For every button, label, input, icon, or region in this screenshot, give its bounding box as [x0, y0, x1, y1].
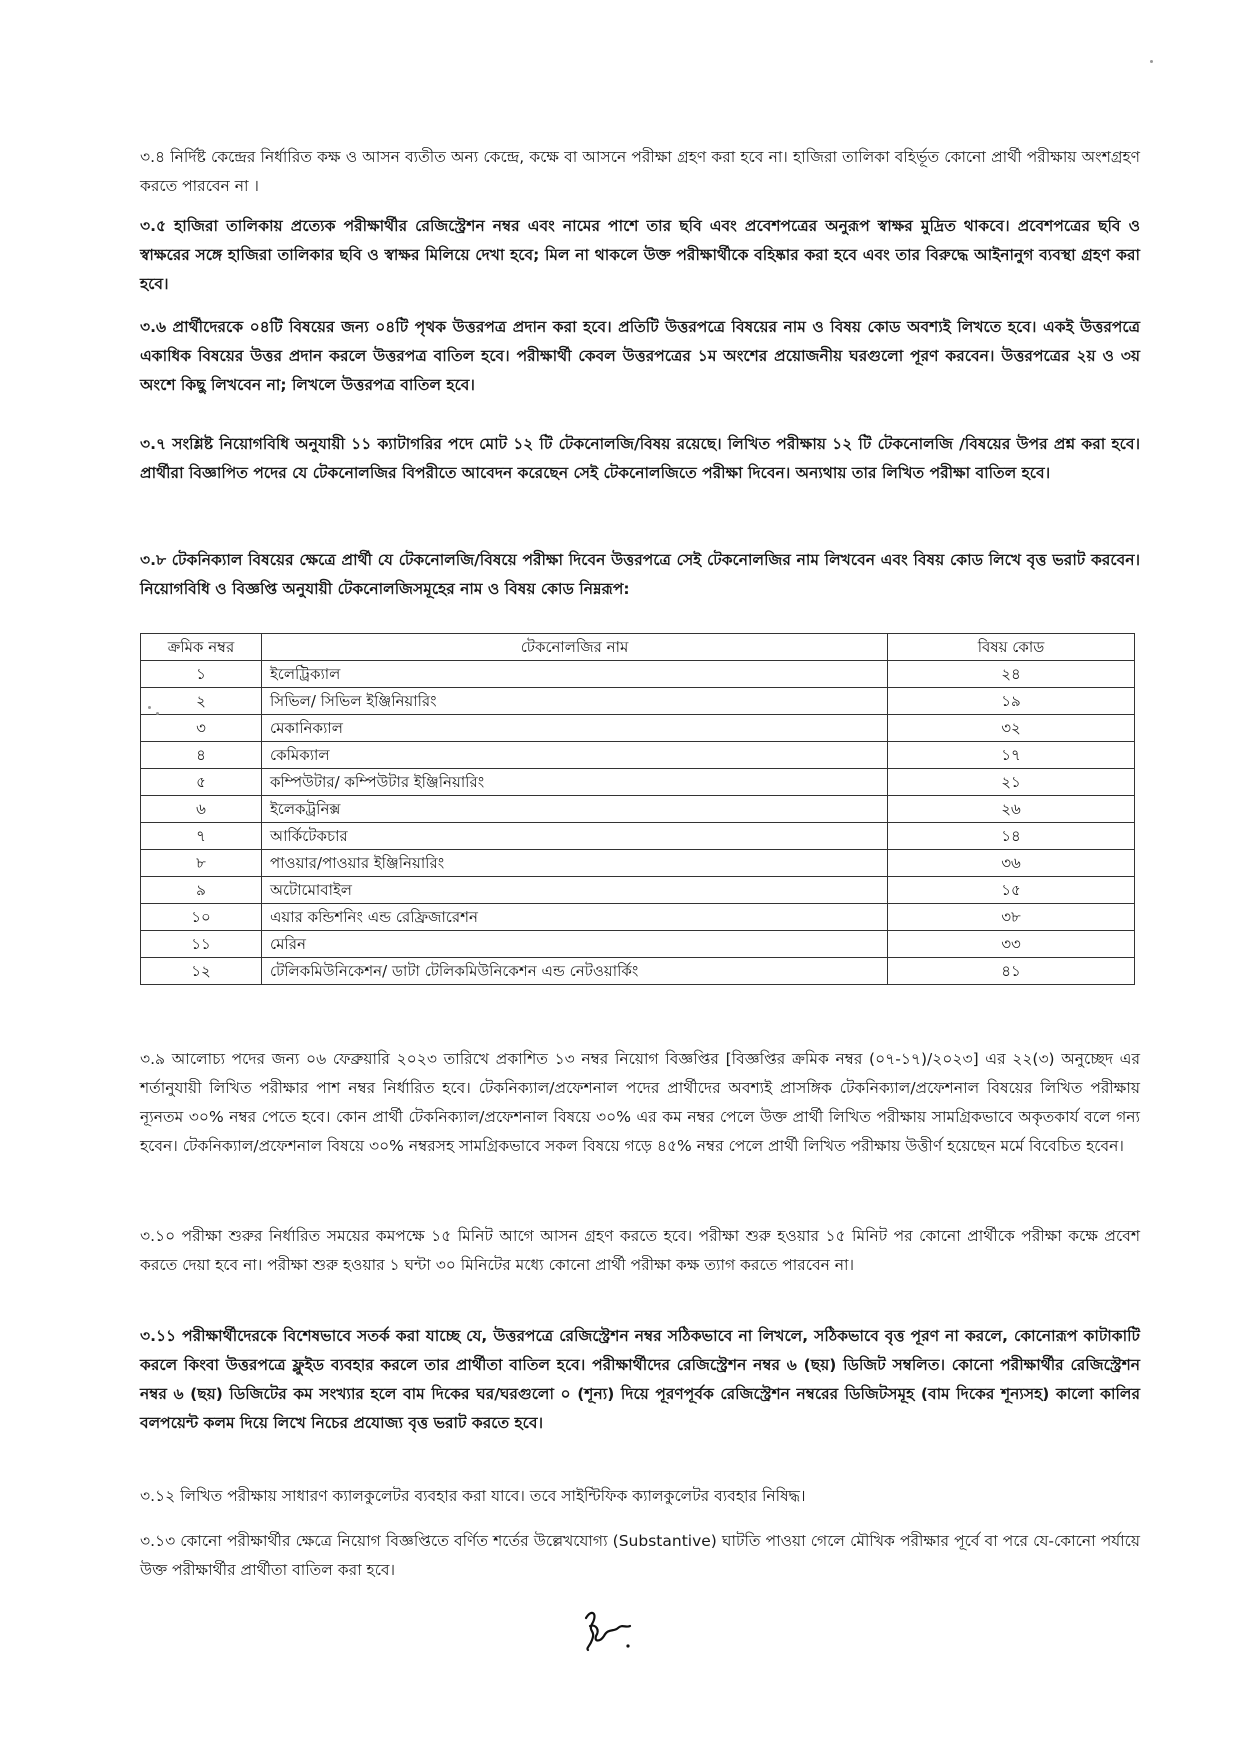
table-row — [141, 850, 1135, 877]
cell-subject-code: ২১ — [888, 769, 1135, 796]
paragraph-3-13: ৩.১৩ কোনো পরীক্ষার্থীর ক্ষেত্রে নিয়োগ বিজ্ঞপ্তিতে বর্ণিত শর্তের উল্লেখযোগ্য (Substantive) ঘাটতি পাওয়া গেলে মৌখিক পরীক্ষার পূর্বে বা পরে যে-কোনো পর্যায়ে উক্ত পরীক্ষার্থীর প্রার্থীতা বাতিল করা হবে। — [140, 1532, 1140, 1579]
cell-technology-name: মেকানিক্যাল — [262, 715, 888, 742]
cell-technology-name: কেমিক্যাল — [262, 742, 888, 769]
paragraph-3-10: ৩.১০ পরীক্ষা শুরুর নির্ধারিত সময়ের কমপক্ষে ১৫ মিনিট আগে আসন গ্রহণ করতে হবে। পরীক্ষা শুরু হওয়ার ১৫ মিনিট পর কোনো প্রার্থীকে পরীক্ষা কক্ষে প্রবেশ করতে দেয়া হবে না। পরীক্ষা শুরু হওয়ার ১ ঘন্টা ৩০ মিনিটের মধ্যে কোনো প্রার্থী পরীক্ষা কক্ষ ত্যাগ করতে পারবেন না। — [140, 1227, 1140, 1274]
cell-subject-code: ৩২ — [888, 715, 1135, 742]
header-serial: ক্রমিক নম্বর — [141, 634, 262, 661]
paragraph-3-5: ৩.৫ হাজিরা তালিকায় প্রত্যেক পরীক্ষার্থীর রেজিস্ট্রেশন নম্বর এবং নামের পাশে তার ছবি এবং প্রবেশপত্রের অনুরূপ স্বাক্ষর মুদ্রিত থাকবে। প্রবেশপত্রের ছবি ও স্বাক্ষরের সঙ্গে হাজিরা তালিকার ছবি ও স্বাক্ষর মিলিয়ে দেখা হবে; মিল না থাকলে উক্ত পরীক্ষার্থীকে বহিষ্কার করা হবে এবং তার বিরুদ্ধে আইনানুগ ব্যবস্থা গ্রহণ করা হবে। — [140, 217, 1140, 293]
table-header-row — [141, 634, 1135, 661]
paragraph-3-8: ৩.৮ টেকনিক্যাল বিষয়ের ক্ষেত্রে প্রার্থী যে টেকনোলজি/বিষয়ে পরীক্ষা দিবেন উত্তরপত্রে সেই টেকনোলজির নাম লিখবেন এবং বিষয় কোড লিখে বৃত্ত ভরাট করবেন। নিয়োগবিধি ও বিজ্ঞপ্তি অনুযায়ী টেকনোলজিসমূহের নাম ও বিষয় কোড নিম্নরূপ: — [140, 551, 1140, 598]
table-row — [141, 688, 1135, 715]
cell-technology-name: কম্পিউটার/ কম্পিউটার ইঞ্জিনিয়ারিং — [262, 769, 888, 796]
cell-serial: ৯ — [141, 877, 262, 904]
table-row — [141, 715, 1135, 742]
paragraph-3-11: ৩.১১ পরীক্ষার্থীদেরকে বিশেষভাবে সতর্ক করা যাচ্ছে যে, উত্তরপত্রে রেজিস্ট্রেশন নম্বর সঠিকভাবে না লিখলে, সঠিকভাবে বৃত্ত পূরণ না করলে, কোনোরূপ কাটাকাটি করলে কিংবা উত্তরপত্রে ফ্লুইড ব্যবহার করলে তার প্রার্থীতা বাতিল হবে। পরীক্ষার্থীদের রেজিস্ট্রেশন নম্বর ৬ (ছয়) ডিজিট সম্বলিত। কোনো পরীক্ষার্থীর রেজিস্ট্রেশন নম্বর ৬ (ছয়) ডিজিটের কম সংখ্যার হলে বাম দিকের ঘর/ঘরগুলো ০ (শূন্য) দিয়ে পূরণপূর্বক রেজিস্ট্রেশন নম্বরের ডিজিটসমূহ (বাম দিকের শূন্যসহ) কালো কালির বলপয়েন্ট কলম দিয়ে লিখে নিচের প্রযোজ্য বৃত্ত ভরাট করতে হবে। — [140, 1327, 1140, 1432]
paragraph-3-6: ৩.৬ প্রার্থীদেরকে ০৪টি বিষয়ের জন্য ০৪টি পৃথক উত্তরপত্র প্রদান করা হবে। প্রতিটি উত্তরপত্রে বিষয়ের নাম ও বিষয় কোড অবশ্যই লিখতে হবে। একই উত্তরপত্রে একাধিক বিষয়ের উত্তর প্রদান করলে উত্তরপত্র বাতিল হবে। পরীক্ষার্থী কেবল উত্তরপত্রের ১ম অংশের প্রয়োজনীয় ঘরগুলো পূরণ করবেন। উত্তরপত্রের ২য় ও ৩য় অংশে কিছু লিখবেন না; লিখলে উত্তরপত্র বাতিল হবে। — [140, 318, 1140, 394]
cell-technology-name: ইলেকট্রনিক্স — [262, 796, 888, 823]
cell-technology-name: ইলেট্রিক্যাল — [262, 661, 888, 688]
cell-serial: ৩ — [141, 715, 262, 742]
cell-technology-name: আর্কিটেকচার — [262, 823, 888, 850]
paragraph-3-7: ৩.৭ সংশ্লিষ্ট নিয়োগবিধি অনুযায়ী ১১ ক্যাটাগরির পদে মোট ১২ টি টেকনোলজি/বিষয় রয়েছে। লিখিত পরীক্ষায় ১২ টি টেকনোলজি /বিষয়ের উপর প্রশ্ন করা হবে। প্রার্থীরা বিজ্ঞাপিত পদের যে টেকনোলজির বিপরীতে আবেদন করেছেন সেই টেকনোলজিতে পরীক্ষা দিবেন। অন্যথায় তার লিখিত পরীক্ষা বাতিল হবে। — [140, 435, 1140, 482]
cell-technology-name: এয়ার কন্ডিশনিং এন্ড রেফ্রিজারেশন — [262, 904, 888, 931]
table-row — [141, 661, 1135, 688]
table-row — [141, 931, 1135, 958]
cell-serial: ২ — [141, 688, 262, 715]
cell-subject-code: ৩৮ — [888, 904, 1135, 931]
cell-serial: ৬ — [141, 796, 262, 823]
cell-technology-name: পাওয়ার/পাওয়ার ইঞ্জিনিয়ারিং — [262, 850, 888, 877]
scan-speck — [156, 712, 159, 715]
cell-technology-name: সিভিল/ সিভিল ইঞ্জিনিয়ারিং — [262, 688, 888, 715]
paragraph-3-9: ৩.৯ আলোচ্য পদের জন্য ০৬ ফেব্রুয়ারি ২০২৩ তারিখে প্রকাশিত ১৩ নম্বর নিয়োগ বিজ্ঞপ্তির [বিজ্ঞপ্তির ক্রমিক নম্বর (০৭-১৭)/২০২৩] এর ২২(৩) অনুচ্ছেদ এর শর্তানুযায়ী লিখিত পরীক্ষার পাশ নম্বর নির্ধারিত হবে। টেকনিক্যাল/প্রফেশনাল পদের প্রার্থীদের অবশ্যই প্রাসঙ্গিক টেকনিক্যাল/প্রফেশনাল বিষয়ের লিখিত পরীক্ষায় ন্যূনতম ৩০% নম্বর পেতে হবে। কোন প্রার্থী টেকনিক্যাল/প্রফেশনাল বিষয়ে ৩০% এর কম নম্বর পেলে উক্ত প্রার্থী লিখিত পরীক্ষায় সামগ্রিকভাবে অকৃতকার্য বলে গন্য হবেন। টেকনিক্যাল/প্রফেশনাল বিষয়ে ৩০% নম্বরসহ সামগ্রিকভাবে সকল বিষয়ে গড়ে ৪৫% নম্বর পেলে প্রার্থী লিখিত পরীক্ষায় উত্তীর্ণ হয়েছেন মর্মে বিবেচিত হবেন। — [140, 1050, 1140, 1155]
cell-subject-code: ১৪ — [888, 823, 1135, 850]
cell-subject-code: ৩৬ — [888, 850, 1135, 877]
header-subject-code: বিষয় কোড — [888, 634, 1135, 661]
header-technology-name: টেকনোলজির নাম — [262, 634, 888, 661]
cell-serial: ১০ — [141, 904, 262, 931]
cell-subject-code: ৩৩ — [888, 931, 1135, 958]
table-row — [141, 769, 1135, 796]
cell-technology-name: অটোমোবাইল — [262, 877, 888, 904]
cell-serial: ১১ — [141, 931, 262, 958]
cell-technology-name: টেলিকমিউনিকেশন/ ডাটা টেলিকমিউনিকেশন এন্ড নেটওয়ার্কিং — [262, 958, 888, 985]
table-row — [141, 823, 1135, 850]
table-row — [141, 958, 1135, 985]
cell-serial: ১২ — [141, 958, 262, 985]
signature-icon — [578, 1606, 638, 1656]
cell-serial: ৫ — [141, 769, 262, 796]
table-row — [141, 904, 1135, 931]
scan-speck — [1150, 60, 1153, 63]
paragraph-3-4: ৩.৪ নির্দিষ্ট কেন্দ্রের নির্ধারিত কক্ষ ও আসন ব্যতীত অন্য কেন্দ্রে, কক্ষে বা আসনে পরীক্ষা গ্রহণ করা হবে না। হাজিরা তালিকা বহির্ভূত কোনো প্রার্থী পরীক্ষায় অংশগ্রহণ করতে পারবেন না । — [140, 148, 1140, 195]
cell-subject-code: ২৪ — [888, 661, 1135, 688]
table-row — [141, 742, 1135, 769]
cell-subject-code: ১৭ — [888, 742, 1135, 769]
cell-serial: ১ — [141, 661, 262, 688]
table-row — [141, 796, 1135, 823]
cell-serial: ৮ — [141, 850, 262, 877]
cell-serial: ৭ — [141, 823, 262, 850]
cell-subject-code: ১৫ — [888, 877, 1135, 904]
technology-code-table — [140, 633, 1135, 985]
cell-subject-code: ২৬ — [888, 796, 1135, 823]
table-row — [141, 877, 1135, 904]
cell-technology-name: মেরিন — [262, 931, 888, 958]
cell-serial: ৪ — [141, 742, 262, 769]
paragraph-3-12: ৩.১২ লিখিত পরীক্ষায় সাধারণ ক্যালকুলেটর ব্যবহার করা যাবে। তবে সাইন্টিফিক ক্যালকুলেটর ব্যবহার নিষিদ্ধ। — [140, 1487, 806, 1505]
scan-speck — [148, 706, 151, 709]
cell-subject-code: ৪১ — [888, 958, 1135, 985]
cell-subject-code: ১৯ — [888, 688, 1135, 715]
